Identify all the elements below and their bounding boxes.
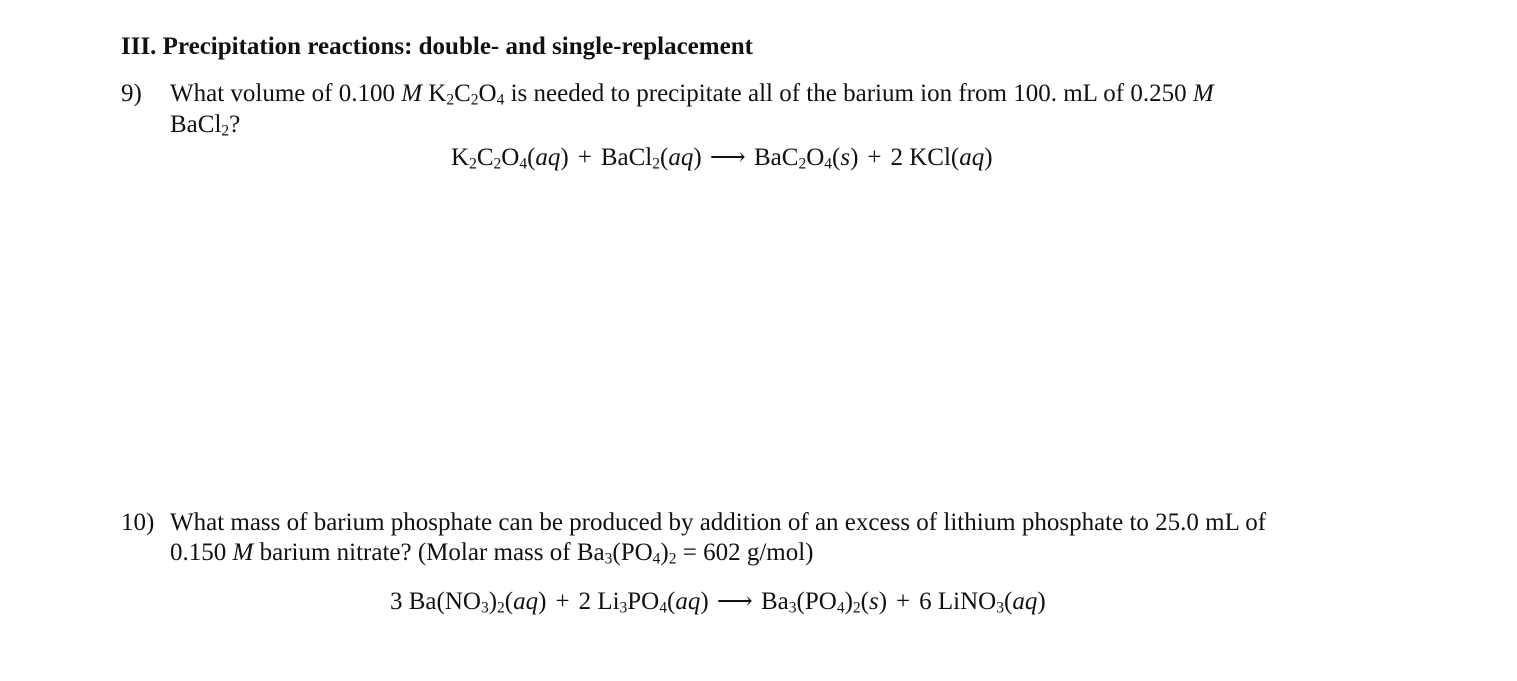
question-9-text-line1: What volume of 0.100 M $K_2C_2O_4$ is needed to precipitate all of the barium ion from 100. mL of 0.250 M bbox=[170, 80, 1214, 109]
question-9-equation: $K_2C_2O_4(aq)$ + BaCl$_2$(aq) ⟶ $BaC_2O_4(s) + 2$ KCl(aq) bbox=[451, 144, 993, 173]
question-10-number: 10) bbox=[121, 509, 155, 536]
question-10-equation: 3 $Ba(NO_3)_2(aq) + 2$ $Li_3PO_4(aq)$ ⟶ $Ba_3(PO_4)_2(s) + 6$ LiNO$_3$(aq) bbox=[390, 588, 1046, 617]
section-title: III. Precipitation reactions: double- and single-replacement bbox=[121, 33, 753, 60]
question-9-number: 9) bbox=[121, 80, 142, 107]
question-10-text-line1: What mass of barium phosphate can be produced by addition of an excess of lithium phosphate to 25.0 mL of bbox=[170, 509, 1267, 536]
question-10-text-line2: 0.150 M barium nitrate? (Molar mass of $Ba_3(PO_4)_2 = 602$ g/mol) bbox=[170, 539, 814, 568]
question-9-text-line2: BaCl$_2$? bbox=[170, 111, 241, 140]
